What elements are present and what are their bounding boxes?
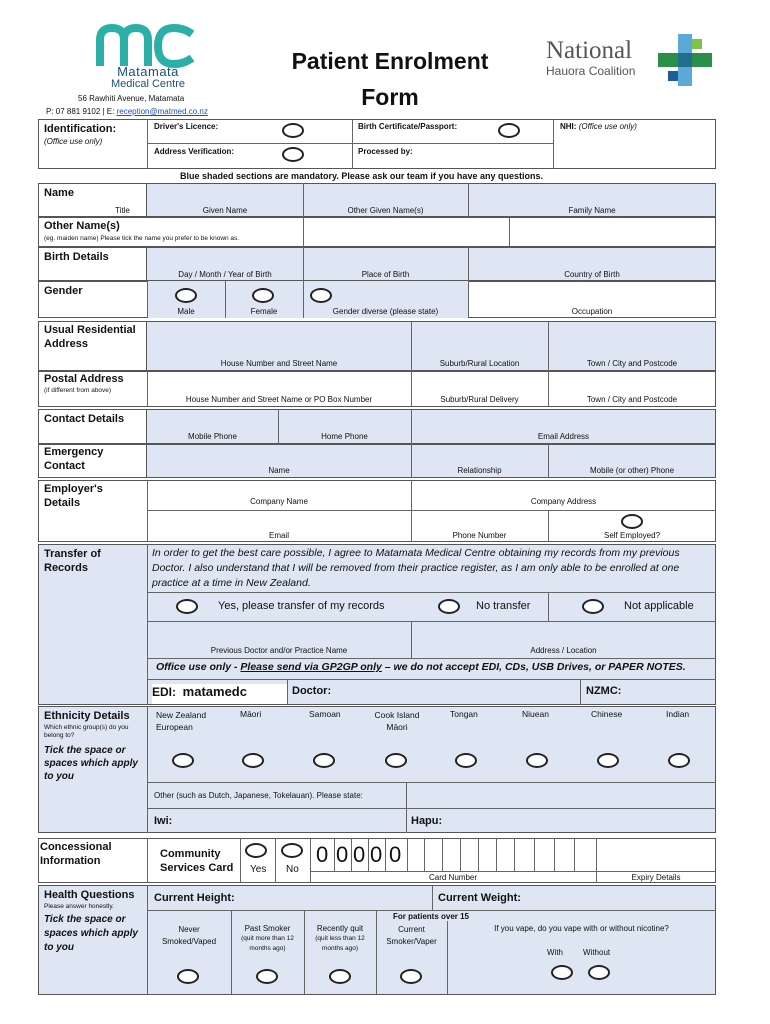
clinic-name: Matamata Medical Centre [111, 64, 185, 90]
birth-country-caption: Country of Birth [564, 270, 620, 279]
res-street-caption: House Number and Street Name [220, 359, 338, 368]
emergency-label: Emergency Contact [44, 446, 104, 472]
given-name-caption: Given Name [202, 206, 248, 215]
drivers-licence-label: Driver's Licence: [154, 122, 219, 131]
nhi-label: NHI: (Office use only) [560, 122, 637, 131]
clinic-address: 56 Rawhiti Avenue, Matamata [78, 94, 185, 103]
ethnicity-samoan: Samoan [309, 709, 341, 719]
vape-with-label: With [547, 948, 563, 957]
hapu-label: Hapu: [411, 815, 443, 827]
clinic-email-link[interactable]: reception@matmed.co.nz [116, 107, 208, 116]
over-15-note: For patients over 15 [392, 912, 470, 921]
current-smoker-checkbox[interactable] [400, 969, 422, 984]
self-employed-caption: Self Employed? [603, 531, 661, 540]
vape-with-checkbox[interactable] [551, 965, 573, 980]
health-label: Health Questions [44, 889, 135, 901]
birth-label: Birth Details [44, 251, 109, 263]
community-card-no-radio[interactable] [281, 843, 303, 858]
employer-phone-caption: Phone Number [452, 531, 507, 540]
health-sub: Please answer honestly. [44, 903, 114, 910]
partner-cross-icon [658, 34, 712, 86]
height-label: Current Height: [154, 892, 235, 904]
prev-doctor-caption: Previous Doctor and/or Practice Name [210, 646, 348, 655]
nzmc-field-label: NZMC: [586, 685, 622, 697]
identification-label: Identification: [44, 123, 117, 135]
card-digit: 0 [370, 842, 383, 867]
ethnicity-niuean: Niuean [522, 709, 549, 719]
address-verification-label: Address Verification: [154, 147, 235, 156]
ethnicity-maori: Māori [240, 709, 262, 719]
residential-label: Usual Residential Address [44, 324, 136, 350]
transfer-yes-radio[interactable] [176, 599, 198, 614]
post-street-caption: House Number and Street Name or PO Box Number [185, 395, 373, 404]
email-caption: Email Address [537, 432, 590, 441]
card-digit: 0 [316, 842, 329, 867]
transfer-label: Transfer of Records [44, 548, 101, 574]
birth-cert-checkbox[interactable] [498, 123, 520, 138]
post-suburb-caption: Suburb/Rural Delivery [440, 395, 519, 404]
ethnicity-tick-note: Tick the space or spaces which apply to you [44, 745, 138, 782]
ethnicity-samoan-checkbox[interactable] [313, 753, 335, 768]
ethnicity-chinese-checkbox[interactable] [597, 753, 619, 768]
ethnicity-niuean-checkbox[interactable] [526, 753, 548, 768]
expiry-caption: Expiry Details [631, 873, 681, 882]
drivers-licence-checkbox[interactable] [282, 123, 304, 138]
ethnicity-maori-checkbox[interactable] [242, 753, 264, 768]
relationship-caption: Relationship [457, 466, 502, 475]
transfer-no-radio[interactable] [438, 599, 460, 614]
family-name-caption: Family Name [568, 206, 616, 215]
partner-logo-text: National Hauora Coalition [546, 37, 636, 78]
gender-female-radio[interactable] [252, 288, 274, 303]
community-card-label: Community Services Card [160, 848, 234, 874]
ethnicity-label: Ethnicity Details [44, 710, 130, 722]
concession-label: Concessional Information [40, 841, 112, 867]
post-town-caption: Town / City and Postcode [586, 395, 678, 404]
transfer-no-label: No transfer [476, 600, 531, 612]
transfer-yes-label: Yes, please transfer of my records [218, 600, 385, 612]
never-smoked-caption: Never Smoked/Vaped [161, 925, 217, 946]
ethnicity-chinese: Chinese [591, 709, 623, 719]
card-digit: 0 [389, 842, 402, 867]
identification-sub: (Office use only) [44, 137, 103, 146]
other-names-sub: (eg. maiden name) Please tick the name you prefer to be known as. [44, 235, 240, 242]
emergency-name-caption: Name [268, 466, 290, 475]
recently-quit-caption: Recently quit (quit less than 12 months ago) [315, 924, 365, 952]
ethnicity-cook-island-checkbox[interactable] [385, 753, 407, 768]
community-card-no-label: No [286, 864, 299, 875]
ethnicity-tongan: Tongan [450, 709, 478, 719]
contact-label: Contact Details [44, 413, 125, 425]
ethnicity-nz-european: New Zealand European [156, 710, 207, 732]
card-digit: 0 [336, 842, 349, 867]
transfer-statement: In order to get the best care possible, I agree to Matamata Medical Centre obtaining my records from my previous Doctor. I also understand that I will be removed from their practice register, as I am only able to be enrolled at one practice at a time in New Zealand. [152, 547, 680, 589]
company-caption: Company Name [250, 497, 308, 506]
ethnicity-sub: Which ethnic group(s) do you belong to? [44, 724, 129, 739]
dob-caption: Day / Month / Year of Birth [178, 270, 272, 279]
title-caption: Title [115, 206, 130, 215]
res-suburb-caption: Suburb/Rural Location [439, 359, 520, 368]
form-title: Patient Enrolment Form [291, 48, 489, 110]
prev-address-caption: Address / Location [530, 646, 597, 655]
vape-question: If you vape, do you vape with or without nicotine? [494, 924, 669, 933]
name-label: Name [44, 187, 74, 199]
gender-diverse-radio[interactable] [310, 288, 332, 303]
recently-quit-checkbox[interactable] [329, 969, 351, 984]
vape-without-label: Without [583, 948, 611, 957]
postal-label: Postal Address [44, 373, 124, 385]
past-smoker-caption: Past Smoker (quit more than 12 months ago) [241, 924, 294, 952]
ethnicity-other-label: Other (such as Dutch, Japanese, Tokelauan). Please state: [154, 791, 363, 800]
male-caption: Male [177, 307, 195, 316]
company-address-caption: Company Address [530, 497, 597, 506]
health-tick-note: Tick the space or spaces which apply to you [44, 914, 138, 953]
transfer-na-radio[interactable] [582, 599, 604, 614]
female-caption: Female [250, 307, 278, 316]
postal-sub: (if different from above) [44, 387, 112, 394]
occupation-caption: Occupation [571, 307, 613, 316]
community-card-yes-radio[interactable] [245, 843, 267, 858]
other-names-label: Other Name(s) [44, 220, 120, 232]
card-digit: 0 [353, 842, 366, 867]
given-name-field[interactable] [147, 184, 303, 216]
clinic-logo [96, 24, 196, 68]
ethnicity-cook-island: Cook Island Māori [374, 710, 420, 732]
ethnicity-nz-european-checkbox[interactable] [172, 753, 194, 768]
other-given-caption: Other Given Name(s) [347, 206, 424, 215]
ethnicity-tongan-checkbox[interactable] [455, 753, 477, 768]
vape-without-checkbox[interactable] [588, 965, 610, 980]
diverse-caption: Gender diverse (please state) [332, 307, 439, 316]
past-smoker-checkbox[interactable] [256, 969, 278, 984]
community-card-yes-label: Yes [250, 864, 267, 875]
transfer-na-label: Not applicable [624, 600, 694, 612]
never-smoked-checkbox[interactable] [177, 969, 199, 984]
edi-field: EDI: matamedc [152, 684, 287, 704]
self-employed-checkbox[interactable] [621, 514, 643, 529]
mobile-caption: Mobile Phone [188, 432, 237, 441]
doctor-field-label: Doctor: [292, 685, 332, 697]
clinic-contact: P: 07 881 9102 | E: reception@matmed.co.nz [46, 107, 208, 116]
weight-label: Current Weight: [438, 892, 521, 904]
ethnicity-indian: Indian [666, 709, 690, 719]
office-use-note: Office use only - Please send via GP2GP only – we do not accept EDI, CDs, USB Drives, or PAPER NOTES. [156, 661, 686, 673]
birth-cert-label: Birth Certificate/Passport: [358, 122, 458, 131]
employer-label: Employer's Details [44, 483, 103, 509]
emergency-mobile-caption: Mobile (or other) Phone [589, 466, 675, 475]
ethnicity-indian-checkbox[interactable] [668, 753, 690, 768]
iwi-label: Iwi: [154, 815, 173, 827]
gender-male-radio[interactable] [175, 288, 197, 303]
processed-by-label: Processed by: [358, 147, 413, 156]
current-smoker-caption: Current Smoker/Vaper [386, 925, 437, 946]
home-phone-caption: Home Phone [321, 432, 368, 441]
gender-label: Gender [44, 285, 83, 297]
res-town-caption: Town / City and Postcode [586, 359, 678, 368]
birth-place-caption: Place of Birth [361, 270, 410, 279]
employer-email-caption: Email [268, 531, 289, 540]
mandatory-note: Blue shaded sections are mandatory. Please ask our team if you have any questions. [180, 171, 543, 181]
address-verification-checkbox[interactable] [282, 147, 304, 162]
card-number-caption: Card Number [428, 873, 477, 882]
